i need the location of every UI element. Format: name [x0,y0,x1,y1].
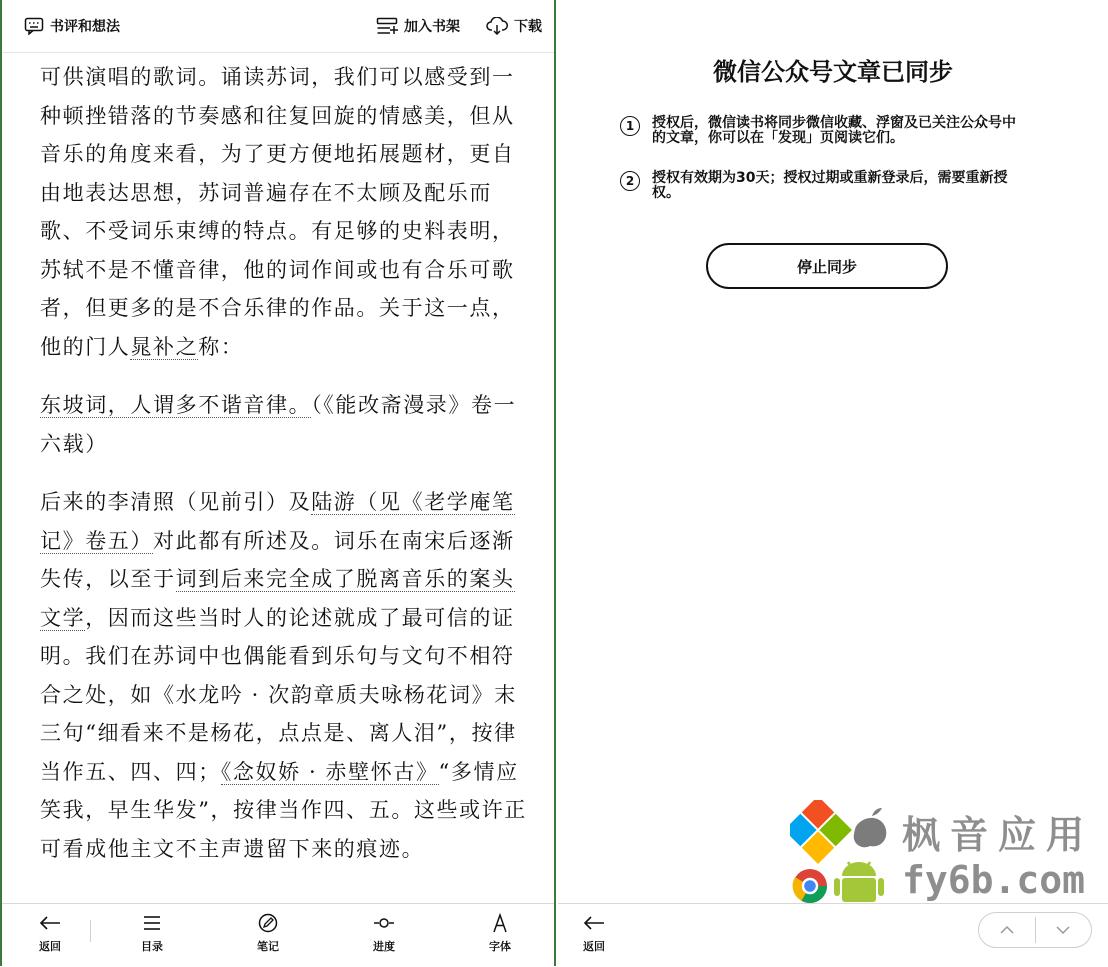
watermark-url: fy6b.com [902,858,1086,902]
font-label: 字体 [489,940,511,953]
download-label: 下载 [514,19,542,35]
pen-icon [258,913,278,933]
notes-label: 笔记 [257,940,279,953]
annotated-text[interactable]: 晁补之 [130,334,199,359]
text-segment: “多情应笑我，早生华发”，按律当作四、五。这些或许正可看成他主文不主声遗留下来的痕迹。 [40,759,527,861]
download-button[interactable] [486,16,542,36]
paragraph [40,58,528,366]
back-arrow-icon [583,915,605,931]
annotated-text[interactable]: 《念奴娇 · 赤壁怀古》 [220,759,439,784]
sync-bottombar [558,903,1108,967]
annotated-text[interactable]: 词到后来完全成了脱离音乐的案头文学 [40,567,515,630]
text-segment: 后来的李清照（见前引）及 [40,490,312,514]
back-button[interactable] [574,910,614,954]
sync-info-item [620,116,1020,146]
back-button[interactable] [20,910,80,954]
add-to-shelf-label: 加入书架 [404,19,460,35]
text-segment: 对此都有所述及。词乐在南宋后逐渐失传，以至于 [40,528,515,591]
reader-topbar [2,0,554,53]
progress-label: 进度 [373,940,395,953]
step-number: 1 [620,116,640,136]
sync-title: 微信公众号文章已同步 [713,58,953,86]
comments-button[interactable] [24,16,120,36]
font-button[interactable] [470,910,530,954]
toc-label: 目录 [141,940,163,953]
annotated-text[interactable]: 东坡词，人谓多不谐音律。 [40,393,312,417]
page-up-button[interactable] [979,913,1035,947]
comment-icon [24,17,44,35]
step-number: 2 [620,171,640,191]
divider [90,920,91,942]
chevron-down-icon [1055,925,1071,935]
watermark [790,800,1100,910]
text-segment: （《能改斋漫录》卷一六载） [40,393,517,456]
text-segment: 可供演唱的歌词。诵读苏词，我们可以感受到一种顿挫错落的节奏感和往复回旋的情感美，但从音乐的角度来看，为了更方便地拓展题材，更自由地表达思想，苏词普遍存在不太顾及配乐而歌、不受词乐束缚的特点。有足够的史料表明，苏轼不是不懂音律，他的词作间或也有合乐可歌者，但更多的是不合乐律的作品。关于这一点，他的门人 [40,65,515,359]
progress-button[interactable] [354,910,414,954]
menu-icon [142,915,162,931]
watermark-title: 枫音应用 [902,813,1095,857]
sync-panel [558,0,1108,966]
back-arrow-icon [39,915,61,931]
sync-info-item [620,171,1020,201]
chevron-up-icon [999,925,1015,935]
page-down-button[interactable] [1036,913,1092,947]
paragraph [40,386,528,463]
sync-info-text: 授权后，微信读书将同步微信收藏、浮窗及已关注公众号中的文章，你可以在「发现」页阅读它们。 [652,115,1016,146]
back-label: 返回 [39,940,61,953]
back-label: 返回 [583,940,605,953]
font-icon [492,913,508,933]
toc-button[interactable] [122,910,182,954]
notes-button[interactable] [238,910,298,954]
progress-icon [373,916,395,930]
text-segment: 称： [198,334,244,359]
add-to-shelf-button[interactable] [376,16,460,36]
add-shelf-icon [376,17,398,35]
annotated-text[interactable]: 陆游（见《老学庵笔记》卷五） [40,490,515,553]
text-segment: ，因而这些当时人的论述就成了最可信的证明。我们在苏词中也偶能看到乐句与文句不相符合之处，如《水龙吟 · 次韵章质夫咏杨花词》末三句“细看来不是杨花，点点是、离人泪”，按律当作五、四、四； [40,605,517,784]
page-pager [978,912,1092,948]
reader-bottombar [2,903,554,967]
reader-text [40,58,528,868]
sync-info-text: 授权有效期为30天；授权过期或重新登录后，需要重新授权。 [652,170,1008,201]
watermark-logo [790,800,900,910]
paragraph [40,483,528,868]
stop-sync-button[interactable]: 停止同步 [706,243,948,289]
cloud-download-icon [486,17,508,35]
comments-label: 书评和想法 [50,19,120,35]
